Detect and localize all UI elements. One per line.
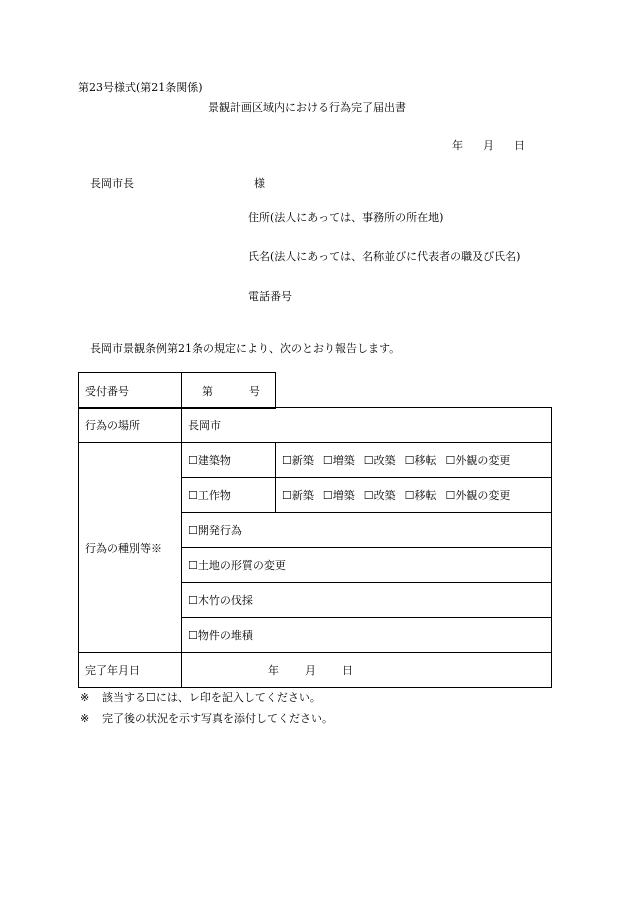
checkbox-structure-new[interactable]: ☐新築 (282, 489, 314, 502)
note-photo (80, 710, 333, 726)
checkbox-development[interactable]: ☐開発行為 (182, 513, 552, 548)
checkbox-building-new[interactable]: ☐新築 (282, 454, 314, 467)
receipt-dai: 第 (202, 384, 213, 398)
submission-date (452, 137, 525, 153)
note-mark: ※ (80, 712, 90, 725)
note-checkmark-text: 該当する☐には、レ印を記入してください。 (102, 691, 321, 704)
checkbox-building-extension[interactable]: ☐増築 (322, 454, 355, 467)
date-year: 年 (452, 139, 463, 152)
date-month: 月 (483, 139, 494, 152)
receipt-number-cell[interactable] (182, 373, 276, 409)
checkbox-building[interactable]: ☐建築物 (182, 443, 276, 478)
building-sub-options (276, 443, 552, 478)
note-photo-text: 完了後の状況を示す写真を添付してください。 (102, 712, 333, 725)
structure-sub-options (276, 478, 552, 513)
checkbox-material-storage[interactable]: ☐物件の堆積 (182, 618, 552, 653)
completion-month: 月 (305, 664, 316, 677)
phone-field-label: 電話番号 (248, 290, 292, 303)
type-label: 行為の種別等※ (79, 443, 182, 653)
checkbox-structure-rebuild[interactable]: ☐改築 (363, 489, 396, 502)
note-checkmark (80, 689, 321, 705)
form-number: 第23号様式(第21条関係) (78, 81, 203, 94)
receipt-go: 号 (249, 384, 260, 398)
checkbox-timber-felling[interactable]: ☐木竹の伐採 (182, 583, 552, 618)
report-table (78, 407, 552, 688)
intro-text: 長岡市景観条例第21条の規定により、次のとおり報告します。 (90, 342, 401, 355)
checkbox-building-relocation[interactable]: ☐移転 (404, 454, 437, 467)
location-value[interactable]: 長岡市 (182, 408, 552, 443)
note-mark: ※ (80, 691, 90, 704)
location-label: 行為の場所 (79, 408, 182, 443)
checkbox-structure-relocation[interactable]: ☐移転 (404, 489, 437, 502)
checkbox-building-rebuild[interactable]: ☐改築 (363, 454, 396, 467)
date-day: 日 (514, 139, 525, 152)
checkbox-structure-extension[interactable]: ☐増築 (322, 489, 355, 502)
checkbox-structure[interactable]: ☐工作物 (182, 478, 276, 513)
honorific: 様 (254, 177, 265, 190)
checkbox-building-exterior-change[interactable]: ☐外観の変更 (445, 454, 511, 467)
completion-date-value[interactable] (182, 653, 552, 688)
name-field-label: 氏名(法人にあっては、名称並びに代表者の職及び氏名) (248, 250, 521, 263)
completion-date-label: 完了年月日 (79, 653, 182, 688)
address-field-label: 住所(法人にあっては、事務所の所在地) (248, 211, 444, 224)
addressee: 長岡市長 (90, 177, 134, 190)
completion-year: 年 (268, 664, 279, 677)
checkbox-structure-exterior-change[interactable]: ☐外観の変更 (445, 489, 511, 502)
receipt-number-label: 受付番号 (79, 373, 182, 409)
receipt-number-table (78, 372, 276, 409)
checkbox-land-alteration[interactable]: ☐土地の形質の変更 (182, 548, 552, 583)
completion-day: 日 (342, 664, 353, 677)
document-title: 景観計画区域内における行為完了届出書 (208, 101, 406, 114)
